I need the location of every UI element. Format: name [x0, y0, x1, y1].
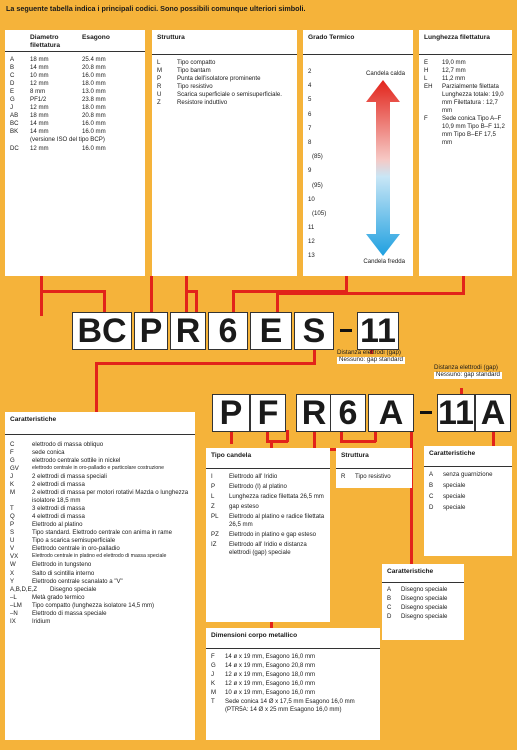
row-text: Iridium	[32, 617, 51, 625]
characteristics3-row	[387, 595, 459, 603]
row-code: K	[211, 680, 216, 688]
heat-range-value: (95)	[312, 181, 323, 189]
row-text: Elettrodo centrale in platino ed elettrodo di massa speciale	[32, 553, 167, 560]
row-code: –LM	[10, 601, 22, 609]
row-text: Elettrodo all' Iridio	[229, 473, 278, 480]
characteristics-row	[10, 586, 190, 594]
diameter-value: 18 mm	[30, 56, 49, 64]
code1-box-5: E	[250, 312, 292, 350]
heat-range-title: Grado Termico	[308, 34, 355, 41]
row-text: Lunghezza radice filettata 26,5 mm	[229, 493, 324, 501]
row-code: R	[341, 473, 346, 480]
heat-range-value: 7	[308, 124, 312, 132]
connector	[345, 276, 348, 290]
characteristics-row	[10, 457, 190, 465]
plug-type-row	[211, 473, 325, 481]
heat-range-value: 12	[308, 238, 315, 246]
plug-type-row	[211, 493, 325, 501]
code2-dash	[420, 411, 432, 414]
row-code: Z	[211, 503, 215, 511]
characteristics2-panel	[424, 446, 512, 556]
diameter-row	[10, 120, 140, 128]
heat-range-value: 8	[308, 138, 312, 146]
row-text: 19,0 mm	[442, 59, 466, 66]
connector	[103, 290, 106, 314]
code2-suffix: 11	[438, 394, 474, 432]
characteristics-row	[10, 465, 190, 473]
characteristics-row	[10, 553, 190, 561]
row-code: B	[429, 482, 434, 490]
diameter-row	[10, 88, 140, 96]
row-code: DC	[10, 144, 19, 152]
row-text: Sede conica Tipo A–F 10,9 mm Tipo B–F 11,2 mm Tipo B–EF 17,5 mm	[442, 115, 505, 147]
row-text: Elettrodo in tungsteno	[32, 561, 92, 569]
row-text: Disegno speciale	[401, 586, 448, 593]
metal-body-row	[211, 680, 375, 688]
gap-none-1: Nessuno: gap standard	[339, 355, 403, 363]
row-code: A	[429, 471, 434, 478]
structure2-title: Struttura	[341, 452, 369, 459]
row-text: Elettrodo (I) al platino	[229, 483, 287, 491]
heat-range-panel	[303, 30, 413, 276]
connector	[276, 292, 465, 295]
row-code: J	[10, 104, 14, 112]
diameter-row	[10, 136, 140, 144]
characteristics-row	[10, 537, 190, 545]
hexagon-value: 18.0 mm	[82, 80, 106, 88]
row-code: D	[10, 80, 15, 88]
row-code: GV	[10, 465, 19, 473]
row-code: C	[10, 72, 15, 80]
diameter-value: 18 mm	[30, 112, 49, 120]
row-code: G	[211, 662, 216, 670]
row-code: C	[10, 441, 15, 448]
row-text: 4 elettrodi di massa	[32, 513, 85, 521]
row-text: 2 elettrodi di massa	[32, 481, 85, 489]
row-text: Disegno speciale	[401, 595, 448, 603]
connector	[276, 292, 279, 314]
row-code: L	[157, 59, 161, 66]
characteristics3-row	[387, 613, 459, 621]
row-text: Tipo compatto	[177, 59, 216, 66]
characteristics3-title: Caratteristiche	[387, 568, 434, 575]
code2-box-4: 6	[330, 394, 366, 432]
connector	[185, 276, 188, 314]
row-code: PL	[211, 513, 219, 521]
plug-type-title: Tipo candela	[211, 452, 252, 459]
diameter-value: 12 mm	[30, 80, 49, 88]
heat-range-value: 6	[308, 110, 312, 118]
diameter-value: 12 mm	[30, 144, 49, 152]
diameter-value: PF1/2	[30, 96, 47, 104]
characteristics-row	[10, 441, 190, 449]
row-text: sede conica	[32, 449, 65, 457]
row-code: Y	[10, 577, 15, 585]
code2-box-3: R	[296, 394, 332, 432]
row-code: M	[211, 689, 217, 697]
row-text: Elettrodo di massa speciale	[32, 609, 107, 617]
diameter-row	[10, 145, 140, 153]
heat-range-value: 11	[308, 224, 315, 232]
hot-label: Candela calda	[366, 70, 405, 77]
row-text: Scarica superficiale o semisuperficiale.	[177, 91, 282, 99]
structure-row	[157, 67, 292, 75]
plug-type-row	[211, 483, 325, 491]
code1-box-4: 6	[208, 312, 248, 350]
row-text: Elettrodo al platino e radice filettata 26,5 mm	[229, 513, 325, 529]
row-code: G	[10, 96, 15, 104]
row-text: Metà grado termico	[32, 593, 85, 601]
row-code: BK	[10, 128, 19, 136]
row-text: Tipo standard. Elettrodo centrale con anima in rame	[32, 529, 173, 537]
row-code: R	[157, 83, 162, 91]
row-text: elettrodo centrale sottile in nickel	[32, 457, 121, 465]
structure-title: Struttura	[157, 34, 185, 41]
structure2-panel	[336, 448, 412, 488]
row-text: Elettrodo in platino e gap esteso	[229, 531, 317, 539]
row-text: Parzialmente filettata Lunghezza totale: 19,0 mm Filettatura : 12,7 mm	[442, 83, 504, 115]
row-code: A,B,D,E,Z	[10, 585, 38, 593]
structure-row	[157, 59, 292, 67]
row-code: M	[157, 67, 163, 75]
characteristics3-panel	[382, 564, 464, 640]
characteristics-row	[10, 529, 190, 537]
row-code: J	[10, 473, 14, 481]
diameter-row	[10, 56, 140, 64]
row-code: I	[211, 473, 213, 480]
row-code: VX	[10, 553, 19, 561]
row-text: elettrodo centrale in oro-palladio e particolare costruzione	[32, 465, 165, 472]
characteristics-row	[10, 481, 190, 489]
structure-row	[157, 75, 292, 83]
diameter-value: 8 mm	[30, 88, 46, 96]
characteristics-row	[10, 610, 190, 618]
structure-panel	[152, 30, 297, 276]
characteristics-row	[10, 545, 190, 553]
diameter-row	[10, 128, 140, 136]
characteristics3-row	[387, 586, 459, 594]
row-text: Elettrodo centrale in oro-palladio	[32, 545, 120, 553]
metal-body-row	[211, 689, 375, 697]
characteristics-row	[10, 505, 190, 513]
row-text: 2 elettrodi di massa speciali	[32, 473, 107, 481]
row-code: H	[424, 67, 429, 75]
code2-last: A	[475, 394, 511, 432]
characteristics-row	[10, 561, 190, 569]
row-code: Q	[10, 513, 15, 521]
row-code: –L	[10, 593, 17, 601]
row-text: 2 elettrodi di massa per motori rotativi Mazda o lunghezza isolatore 18,5 mm	[32, 489, 189, 505]
hexagon-value: 16.0 mm	[82, 120, 106, 128]
plug-type-row	[211, 513, 325, 529]
characteristics-row	[10, 578, 190, 586]
row-code: T	[10, 505, 14, 513]
row-code: EH	[424, 83, 433, 91]
row-code: D	[387, 613, 392, 621]
characteristics2-row	[429, 471, 507, 479]
row-text: Resistore induttivo	[177, 99, 228, 107]
row-code: A	[387, 586, 392, 593]
metal-body-row	[211, 653, 375, 661]
row-text: speciale	[443, 482, 466, 490]
row-code: P	[157, 75, 162, 83]
diameter-panel	[5, 30, 145, 276]
row-code: PZ	[211, 531, 219, 539]
connector	[195, 290, 198, 314]
row-code: IZ	[211, 541, 217, 549]
hexagon-header: Esagono	[82, 34, 110, 41]
characteristics-row	[10, 618, 190, 626]
row-code: D	[429, 504, 434, 512]
row-code: IX	[10, 617, 16, 625]
row-code: C	[429, 493, 434, 501]
row-text: Tipo compatto (lunghezza isolatore 14,5 mm)	[32, 601, 155, 609]
diameter-value: 10 mm	[30, 72, 49, 80]
row-text: Tipo resistivo	[177, 83, 213, 91]
cold-label: Candela fredda	[363, 258, 405, 265]
thread-length-row	[424, 115, 507, 147]
row-text: 14 ø x 19 mm, Esagono 16,0 mm	[225, 653, 316, 660]
row-text: Salto di scintilla interno	[32, 569, 95, 577]
metal-body-row	[211, 662, 375, 670]
row-text: Disegno speciale	[401, 613, 448, 621]
row-text: Sede conica 14 Ø x 17,5 mm Esagono 16,0 mm (PTR5A: 14 Ø x 25 mm Esagono 16,0 mm)	[225, 698, 355, 714]
heat-range-value: 9	[308, 167, 312, 175]
plug-type-panel	[206, 448, 330, 622]
metal-body-panel	[206, 628, 380, 740]
characteristics2-row	[429, 493, 507, 501]
connector	[40, 276, 43, 316]
thread-length-row	[424, 67, 507, 75]
code1-box-3: R	[170, 312, 206, 350]
row-text: Tipo a scarica semisuperficiale	[32, 537, 116, 545]
metal-body-title: Dimensioni corpo metallico	[211, 632, 298, 639]
hexagon-value: 20.8 mm	[82, 112, 106, 120]
connector	[313, 348, 316, 362]
hexagon-value: 16.0 mm	[82, 144, 106, 152]
row-text: senza guarnizione	[443, 471, 493, 478]
row-text: 12 ø x 19 mm, Esagono 18,0 mm	[225, 671, 316, 679]
row-text: 3 elettrodi di massa	[32, 505, 85, 513]
characteristics-row	[10, 473, 190, 481]
thread-length-row	[424, 83, 507, 115]
row-text: speciale	[443, 493, 466, 501]
row-code: U	[10, 537, 15, 545]
characteristics-row	[10, 449, 190, 457]
connector	[286, 430, 289, 442]
diameter-row	[10, 64, 140, 72]
characteristics2-row	[429, 504, 507, 512]
row-text: 10 ø x 19 mm, Esagono 16,0 mm	[225, 689, 316, 697]
hexagon-value: 23.8 mm	[82, 96, 106, 104]
row-text: Elettrodo centrale scanalato a "V"	[32, 577, 123, 585]
connector	[492, 430, 495, 446]
characteristics2-row	[429, 482, 507, 490]
diameter-value: 14 mm	[30, 120, 49, 128]
row-code: L	[211, 493, 215, 501]
row-code: J	[211, 671, 215, 679]
structure-row	[157, 91, 292, 99]
row-code: A	[10, 56, 15, 64]
row-text: Punta dell'isolatore prominente	[177, 75, 261, 83]
row-code: F	[424, 115, 428, 123]
characteristics-row	[10, 570, 190, 578]
row-code: F	[10, 449, 14, 457]
connector	[232, 290, 235, 314]
row-code: C	[387, 604, 392, 612]
code1-box-2: P	[134, 312, 168, 350]
hexagon-value: 16.0 mm	[82, 128, 106, 136]
plug-type-row	[211, 531, 325, 539]
row-code: B	[10, 64, 15, 72]
row-text: elettrodo di massa obliquo	[32, 441, 104, 448]
plug-type-row	[211, 541, 325, 557]
connector	[313, 430, 316, 450]
row-code: W	[10, 561, 16, 569]
gap-label-1	[337, 350, 405, 364]
heat-range-value: 5	[308, 96, 312, 104]
row-code: P	[10, 521, 15, 529]
diameter-value: 12 mm	[30, 104, 49, 112]
row-code: E	[424, 59, 429, 66]
diameter-row	[10, 112, 140, 120]
connector	[95, 362, 98, 412]
code2-box-2: F	[250, 394, 286, 432]
gap-title-2: Distanza elettrodi (gap)	[434, 364, 498, 371]
connector	[150, 276, 153, 314]
thread-length-panel	[419, 30, 512, 276]
row-code: L	[424, 75, 428, 83]
thread-length-row	[424, 75, 507, 83]
diameter-value: 14 mm	[30, 64, 49, 72]
metal-body-row	[211, 671, 375, 679]
row-text: speciale	[443, 504, 466, 512]
characteristics-row	[10, 594, 190, 602]
metal-body-row	[211, 698, 375, 714]
connector	[95, 362, 316, 365]
characteristics-title: Caratteristiche	[10, 416, 57, 423]
row-code: U	[157, 91, 162, 99]
row-text: 12 ø x 19 mm, Esagono 16,0 mm	[225, 680, 316, 688]
row-code: X	[10, 569, 15, 577]
characteristics-row	[10, 489, 190, 505]
hexagon-value: 18.0 mm	[82, 104, 106, 112]
row-text: Tipo bantam	[177, 67, 211, 75]
hexagon-value: 25.4 mm	[82, 56, 106, 64]
row-text: Tipo resistivo	[355, 473, 391, 480]
connector	[230, 430, 233, 444]
heat-gradient-arrow	[366, 80, 400, 256]
code1-box-1: BC	[72, 312, 132, 350]
diameter-row	[10, 72, 140, 80]
row-text: Elettrodo all' Iridio e distanza elettrodi (gap) speciale	[229, 541, 307, 557]
gap-label-2	[434, 365, 502, 379]
row-code	[10, 136, 30, 144]
characteristics3-row	[387, 604, 459, 612]
row-code: BC	[10, 120, 19, 128]
code1-box-6: S	[294, 312, 334, 350]
diameter-value: (versione ISO del tipo BCP)	[30, 136, 105, 144]
row-text: 12,7 mm	[442, 67, 466, 75]
hexagon-value: 13.0 mm	[82, 88, 106, 96]
hexagon-value: 20.8 mm	[82, 64, 106, 72]
row-text: Elettrodo al platino	[32, 521, 83, 529]
characteristics-panel	[5, 412, 195, 740]
row-code: Z	[157, 99, 161, 107]
thread-length-row	[424, 59, 507, 67]
row-code: M	[10, 489, 16, 497]
characteristics-row	[10, 602, 190, 610]
heat-range-value: 2	[308, 68, 312, 75]
code1-suffix: 11	[357, 312, 399, 350]
connector	[340, 440, 376, 443]
characteristics2-title: Caratteristiche	[429, 450, 476, 457]
code2-box-1: P	[212, 394, 250, 432]
diameter-header: Diametro filettatura	[30, 34, 61, 49]
row-code: F	[211, 653, 215, 660]
row-code: E	[10, 88, 15, 96]
characteristics-row	[10, 513, 190, 521]
heat-range-value: (105)	[312, 209, 327, 217]
row-text: 14 ø x 19 mm, Esagono 20,8 mm	[225, 662, 316, 670]
code1-dash	[340, 329, 352, 332]
row-text: Disegno speciale	[401, 604, 448, 612]
row-code: K	[10, 481, 15, 489]
row-code: V	[10, 545, 15, 553]
structure2-row	[341, 473, 407, 481]
hexagon-value: 16.0 mm	[82, 72, 106, 80]
plug-type-row	[211, 503, 325, 511]
row-code: B	[387, 595, 392, 603]
row-code: T	[211, 698, 215, 706]
row-code: AB	[10, 112, 19, 120]
row-text: Disegno speciale	[50, 585, 97, 593]
gap-none-2: Nessuno: gap standard	[436, 370, 500, 378]
heat-range-value: 4	[308, 82, 312, 90]
structure-row	[157, 83, 292, 91]
diameter-row	[10, 104, 140, 112]
diameter-row	[10, 96, 140, 104]
row-code: S	[10, 529, 15, 537]
row-code: P	[211, 483, 216, 491]
characteristics-row	[10, 521, 190, 529]
thread-length-title: Lunghezza filettatura	[424, 34, 490, 41]
connector	[40, 290, 105, 293]
diameter-value: 14 mm	[30, 128, 49, 136]
intro-text: La seguente tabella indica i principali codici. Sono possibili comunque ulteriori simboli.	[6, 4, 306, 13]
row-text: gap esteso	[229, 503, 259, 511]
heat-range-value: 10	[308, 195, 315, 203]
code2-box-5: A	[368, 394, 414, 432]
diameter-row	[10, 80, 140, 88]
heat-range-value: (85)	[312, 153, 323, 161]
row-code: G	[10, 457, 15, 465]
heat-range-value: 13	[308, 252, 315, 260]
gap-title-1: Distanza elettrodi (gap)	[337, 349, 401, 356]
row-code: –N	[10, 609, 18, 617]
structure-row	[157, 99, 292, 107]
row-text: 11,2 mm	[442, 75, 466, 83]
